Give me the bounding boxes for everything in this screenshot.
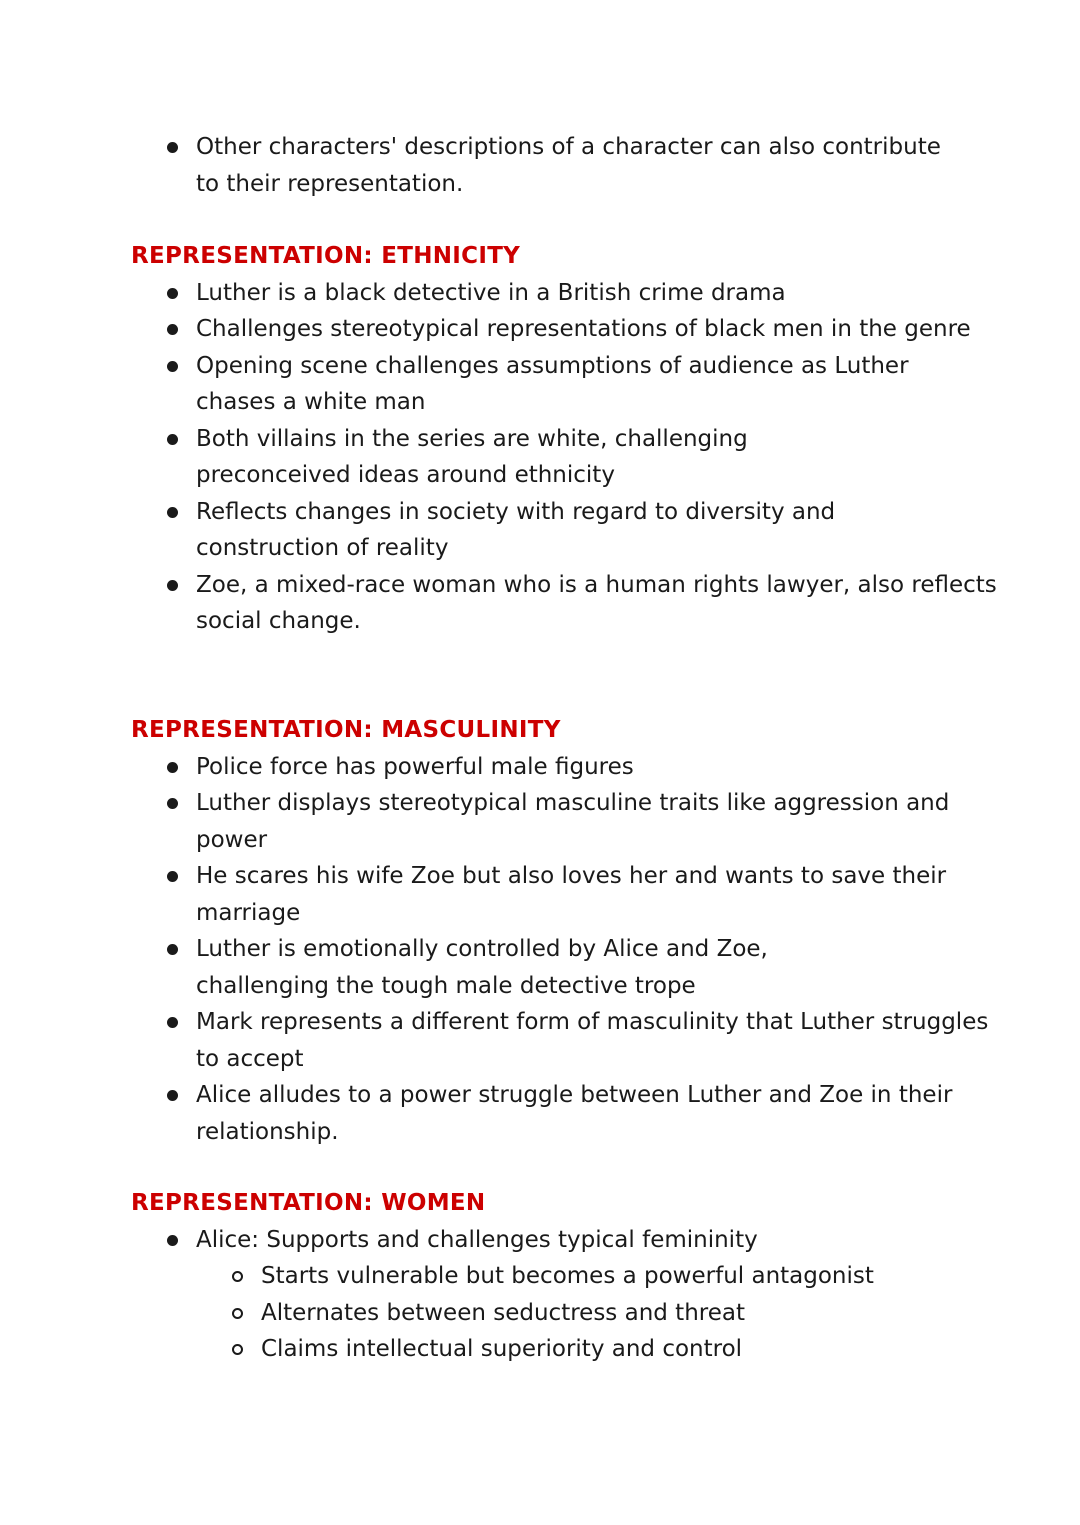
list-item [131,1222,971,1259]
bullet-icon [167,871,178,882]
ethnicity-heading: REPRESENTATION: ETHNICITY [131,243,521,269]
bullet-icon [167,762,178,773]
bullet-text: Opening scene challenges assumptions of audience as Luther chases a white man [196,352,909,415]
bullet-text: Reflects changes in society with regard to diversity and construction of reality [196,498,836,561]
bullet-icon [167,288,178,299]
list-item [131,749,971,786]
bullet-text: Both villains in the series are white, challenging preconceived ideas around ethnicity [196,425,748,488]
women-heading: REPRESENTATION: WOMEN [131,1190,486,1216]
list-item [131,931,896,1004]
bullet-icon [167,507,178,518]
bullet-text: Alice: Supports and challenges typical femininity [196,1226,758,1253]
bullet-text: Mark represents a different form of masculinity that Luther struggles to accept [196,1009,989,1072]
bullet-icon [167,1235,178,1246]
sub-list-item [131,1258,971,1295]
sub-bullet-text: Alternates between seductress and threat [261,1299,745,1326]
masculinity-heading: REPRESENTATION: MASCULINITY [131,717,561,743]
hollow-bullet-icon [232,1271,243,1282]
bullet-text: Luther displays stereotypical masculine traits like aggression and power [196,790,950,853]
bullet-text: Police force has powerful male figures [196,753,634,780]
list-item [131,421,896,494]
bullet-text: Alice alludes to a power struggle between Luther and Zoe in their relationship. [196,1082,953,1145]
sub-bullet-text: Claims intellectual superiority and control [261,1336,743,1362]
women-bullet-list [131,1222,971,1259]
masculinity-section [131,712,989,1150]
bullet-text: Luther is a black detective in a British crime drama [196,279,786,306]
list-item [131,858,1001,931]
bullet-text: He scares his wife Zoe but also loves her and wants to save their marriage [196,863,947,926]
sub-list-item [131,1331,971,1368]
hollow-bullet-icon [232,1308,243,1319]
intro-bullet-list [131,129,971,202]
sub-bullet-text: Starts vulnerable but becomes a powerful antagonist [261,1263,874,1289]
bullet-text: Luther is emotionally controlled by Alice and Zoe, challenging the tough male detective trope [196,936,768,999]
bullet-icon [167,142,178,153]
intro-section [131,129,971,202]
list-item [131,311,1011,348]
bullet-icon [167,1090,178,1101]
ethnicity-section [131,238,997,640]
list-item [131,1077,1016,1150]
sub-list-item [131,1295,971,1332]
bullet-icon [167,361,178,372]
bullet-icon [167,1017,178,1028]
women-sub-bullet-list [131,1258,971,1368]
women-section [131,1185,971,1368]
ethnicity-bullet-list [131,275,997,640]
list-item [131,567,1026,640]
bullet-icon [167,324,178,335]
list-item [131,129,956,202]
list-item [131,785,1026,858]
list-item [131,275,971,312]
masculinity-bullet-list [131,749,989,1151]
bullet-icon [167,434,178,445]
list-item [131,1004,1001,1077]
list-item [131,494,971,567]
bullet-text: Zoe, a mixed-race woman who is a human rights lawyer, also reflects social change. [196,571,997,634]
hollow-bullet-icon [232,1344,243,1355]
bullet-icon [167,580,178,591]
bullet-icon [167,798,178,809]
bullet-icon [167,944,178,955]
list-item [131,348,956,421]
bullet-text: Other characters' descriptions of a character can also contribute to their representation. [196,134,941,197]
bullet-text: Challenges stereotypical representations of black men in the genre [196,316,971,342]
